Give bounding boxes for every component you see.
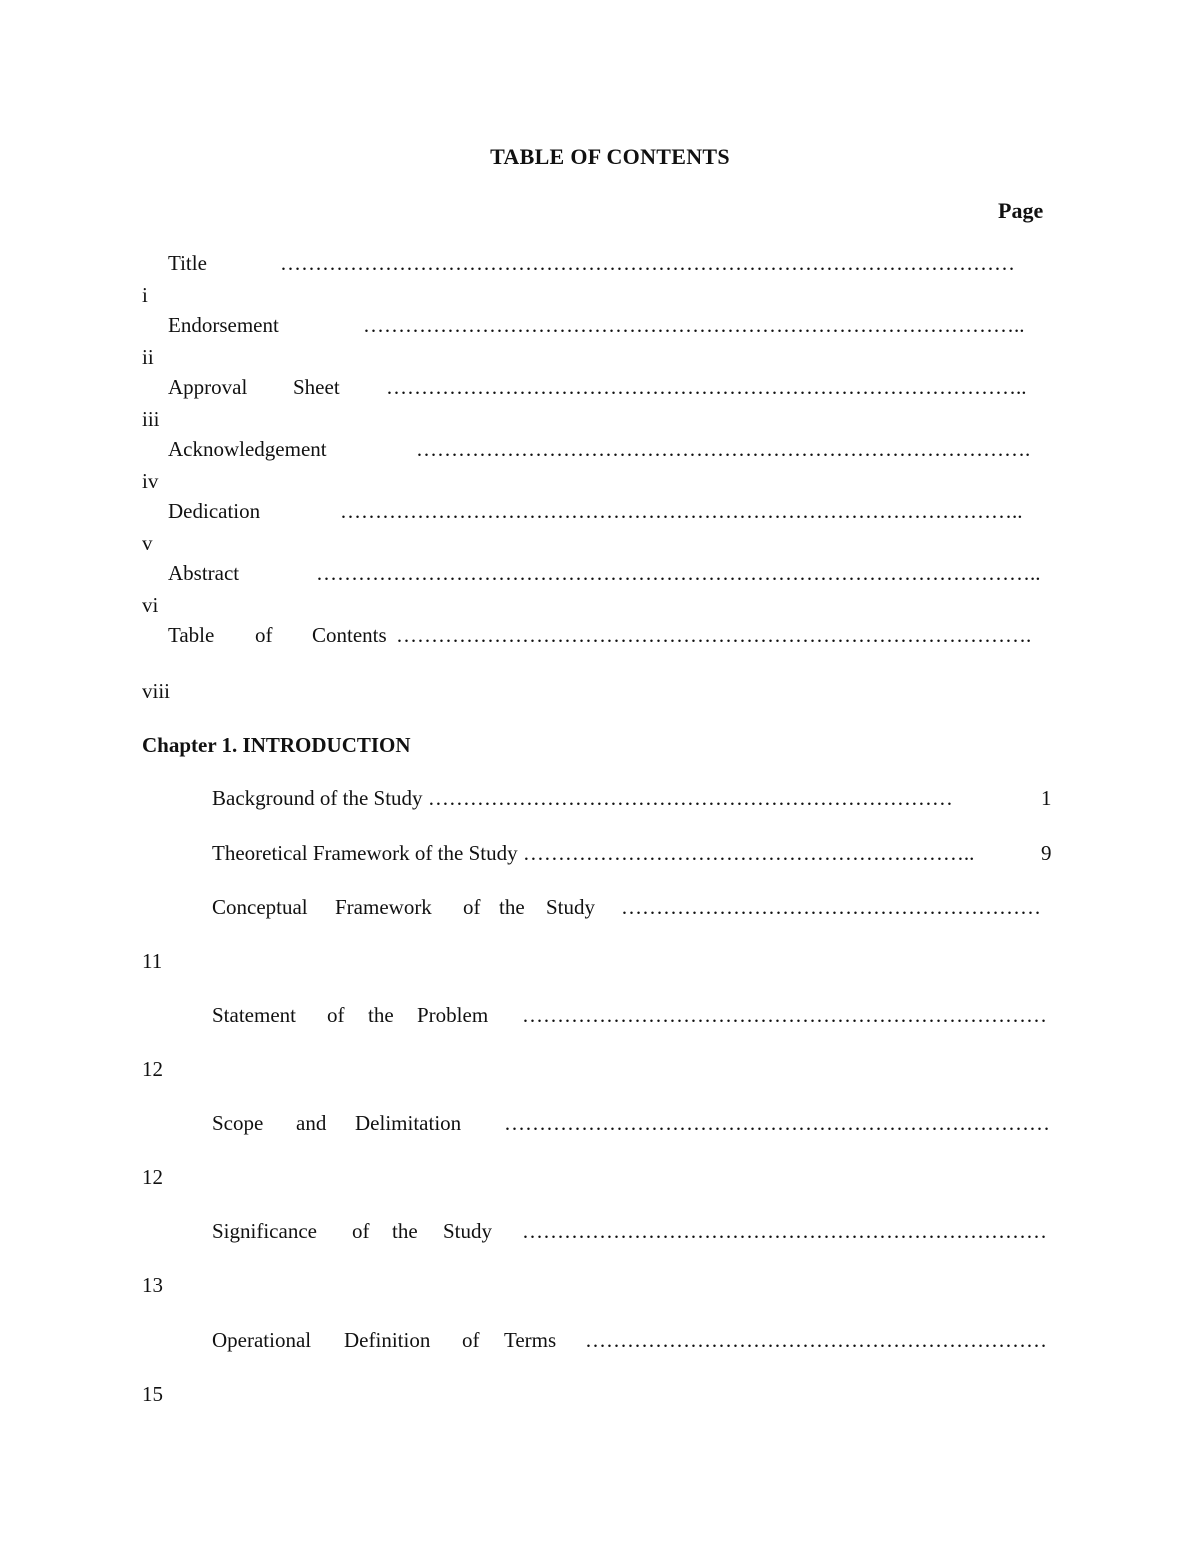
toc-entry-label-word: of (352, 1219, 370, 1243)
toc-page-number: 13 (142, 1273, 163, 1297)
toc-entry-label-word: of (462, 1328, 480, 1352)
dot-leader: …………………………………………………………………… (504, 1111, 1050, 1135)
toc-entry-label-word: Framework (335, 895, 432, 919)
toc-entry-label-word: of (327, 1003, 345, 1027)
toc-page-number: iii (142, 407, 160, 431)
dot-leader: ………………………………………………………………… (522, 1219, 1047, 1243)
toc-entry-background (212, 788, 953, 809)
dot-leader: ……………………………………………………….. (522, 841, 975, 865)
dot-leader: ………………………………………………………… (585, 1328, 1047, 1352)
toc-entry-approval-sheet (168, 377, 1054, 398)
toc-page-number: 15 (142, 1382, 163, 1406)
toc-page-number: ii (142, 345, 154, 369)
toc-page-number: 11 (142, 949, 163, 973)
dot-leader: ………………………………………………………………… (522, 1003, 1047, 1027)
toc-page-number: 12 (142, 1057, 163, 1081)
toc-entry-label-word: Study (546, 895, 596, 919)
toc-entry-label-word: Definition (344, 1328, 431, 1352)
toc-entry-table-of-contents (168, 625, 1054, 646)
toc-entry-label-word: Sheet (293, 375, 340, 399)
toc-page-number: 1 (1041, 786, 1052, 810)
dot-leader: ………………………………………………………………………………….. (363, 313, 1025, 337)
toc-entry-significance (212, 1221, 1054, 1242)
toc-entry-label-word: Problem (417, 1003, 489, 1027)
toc-entry-title (168, 253, 1054, 274)
dot-leader: ………………………………………………………………… (427, 786, 953, 810)
toc-entry-label-word: Significance (212, 1219, 317, 1243)
toc-entry-label-word: the (368, 1003, 394, 1027)
toc-entry-label-word: the (392, 1219, 418, 1243)
dot-leader: ………………………………………………………………………………. (396, 623, 1032, 647)
toc-entry-label: Dedication (168, 499, 261, 523)
dot-leader: ……………………………………………………………………………. (416, 437, 1031, 461)
toc-entry-label-word: Conceptual (212, 895, 308, 919)
toc-entry-label: Acknowledgement (168, 437, 327, 461)
toc-entry-label-word: Delimitation (355, 1111, 462, 1135)
toc-page-number: v (142, 531, 153, 555)
toc-entry-label-word: Study (443, 1219, 493, 1243)
toc-page-number: 9 (1041, 841, 1052, 865)
toc-entry-operational-definition (212, 1330, 1054, 1351)
toc-entry-label-word: of (463, 895, 481, 919)
toc-page-number: vi (142, 593, 159, 617)
toc-entry-endorsement (168, 315, 1054, 336)
toc-page-number: iv (142, 469, 159, 493)
toc-entry-conceptual-framework (212, 897, 1054, 918)
toc-entry-label: Endorsement (168, 313, 279, 337)
toc-entry-label-word: and (296, 1111, 327, 1135)
dot-leader: …………………………………………………………………………………….. (340, 499, 1023, 523)
toc-entry-abstract (168, 563, 1054, 584)
toc-entry-label-word: Table (168, 623, 215, 647)
page-column-header: Page (998, 198, 1044, 223)
toc-entry-label: Title (168, 251, 207, 275)
dot-leader: ……………………………………………………………………………….. (386, 375, 1027, 399)
toc-entry-label: Abstract (168, 561, 240, 585)
toc-entry-scope-delimitation (212, 1113, 1054, 1134)
toc-entry-label-word: Terms (504, 1328, 557, 1352)
toc-entry-label-word: Statement (212, 1003, 296, 1027)
toc-entry-dedication (168, 501, 1054, 522)
toc-entry-label-word: Operational (212, 1328, 312, 1352)
toc-page-number: 12 (142, 1165, 163, 1189)
toc-entry-statement-of-problem (212, 1005, 1054, 1026)
toc-entry-label-word: of (255, 623, 273, 647)
toc-page-number: i (142, 283, 148, 307)
toc-entry-label: Theoretical Framework of the Study (212, 841, 518, 865)
toc-entry-label-word: Contents (312, 623, 387, 647)
toc-entry-label-word: the (499, 895, 525, 919)
dot-leader: ………………………………………………………………………………………….. (316, 561, 1041, 585)
page-title: TABLE OF CONTENTS (490, 144, 730, 169)
dot-leader: …………………………………………………… (621, 895, 1041, 919)
chapter-heading: Chapter 1. INTRODUCTION (142, 733, 411, 757)
toc-page-number: viii (142, 679, 171, 703)
toc-entry-label-word: Approval (168, 375, 248, 399)
toc-entry-theoretical-framework (212, 843, 974, 864)
toc-entry-label-word: Scope (212, 1111, 264, 1135)
toc-entry-label: Background of the Study (212, 786, 423, 810)
dot-leader: …………………………………………………………………………………………… (280, 251, 1015, 275)
toc-entry-acknowledgement (168, 439, 1054, 460)
